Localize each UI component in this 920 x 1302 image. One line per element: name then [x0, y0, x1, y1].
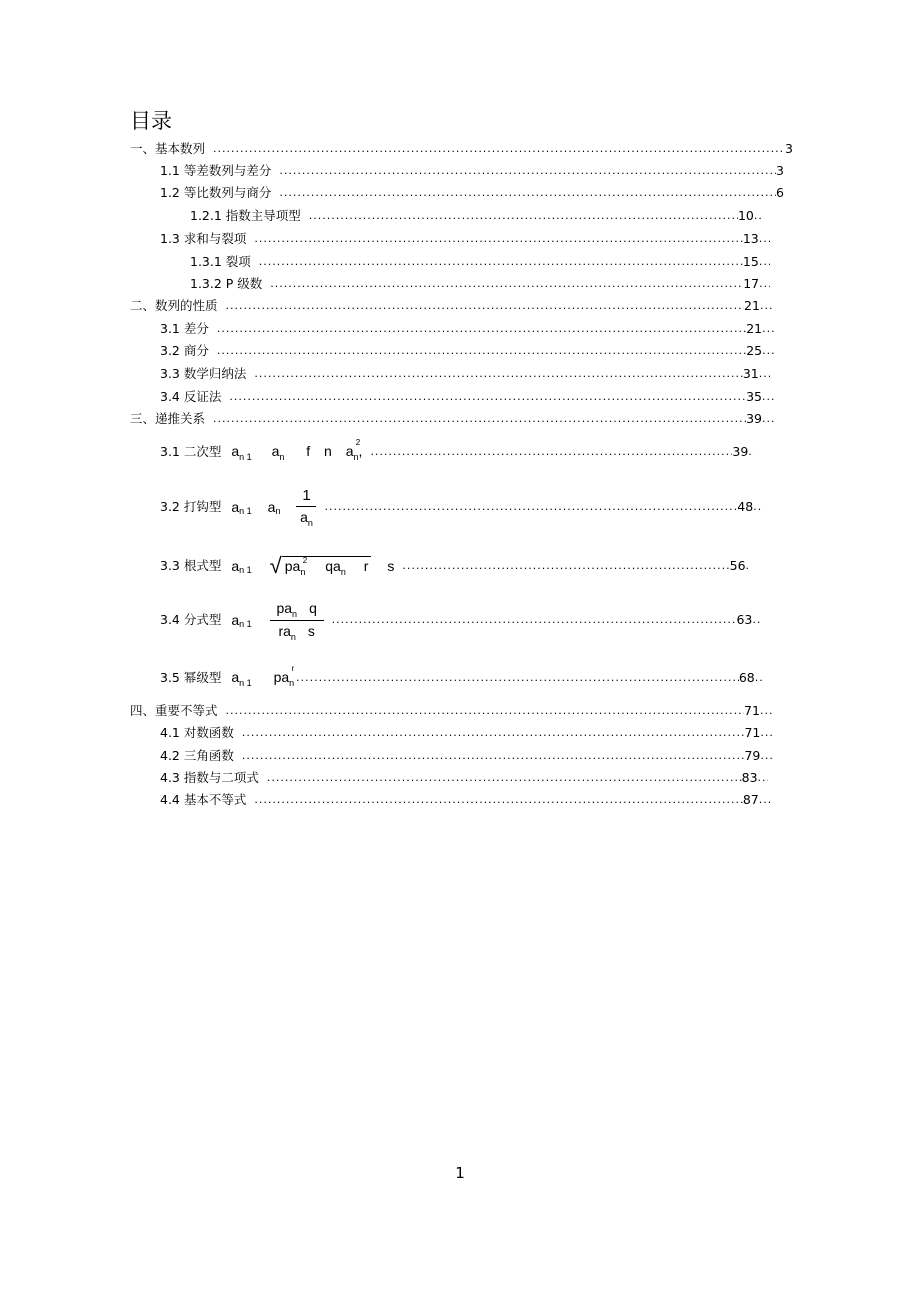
toc-entry-page: 56: [729, 558, 746, 573]
toc-entry-page: 68: [738, 670, 755, 685]
formula-symbol: qa: [325, 558, 341, 574]
toc-entry-label: 1.2.1 指数主导项型: [190, 208, 301, 223]
toc-entry-page: 39: [732, 444, 749, 459]
dot-leader: [309, 208, 738, 224]
toc-entry-label: 1.3.2 P 级数: [190, 276, 263, 291]
toc-entry[interactable]: [160, 163, 784, 179]
formula-symbol: a: [231, 443, 240, 459]
formula-power: [231, 664, 295, 688]
dot-leader-trail: [753, 499, 761, 515]
formula-symbol: a: [231, 612, 240, 628]
dot-leader: [279, 185, 776, 201]
toc-entry-label: 1.1 等差数列与差分: [160, 163, 272, 178]
formula-symbol: a: [300, 508, 308, 525]
dot-leader-trail: [760, 298, 773, 314]
toc-entry[interactable]: [160, 343, 776, 359]
dot-leader: [279, 163, 776, 179]
toc-entry-page: 6: [776, 185, 784, 200]
dot-leader: [324, 499, 737, 515]
toc-entry-page: 35: [746, 389, 762, 404]
formula-subscript: n: [353, 452, 359, 462]
formula-subscript: n 1: [239, 565, 252, 575]
formula-superscript: 2: [302, 556, 308, 565]
toc-entry-page: 21: [746, 321, 763, 336]
toc-entry-label: 3.1 二次型: [160, 444, 222, 459]
toc-entry-page: 17: [743, 276, 760, 291]
dot-leader-trail: [759, 276, 770, 292]
toc-entry-label: 3.3 数学归纳法: [160, 366, 247, 381]
formula-symbol: q: [309, 599, 317, 616]
fraction-numerator: 1: [296, 488, 316, 507]
dot-leader: [402, 558, 729, 574]
toc-entry-page: 39: [746, 411, 763, 426]
toc-entry-page: 15: [742, 254, 759, 269]
toc-entry[interactable]: [130, 703, 773, 719]
toc-entry[interactable]: [160, 231, 770, 247]
toc-entry[interactable]: [160, 748, 773, 764]
toc-entry-label: 4.3 指数与二项式: [160, 770, 259, 785]
formula-radical: [231, 555, 394, 577]
formula-subscript: n: [279, 452, 285, 462]
dot-leader-trail: [762, 321, 776, 337]
dot-leader-trail: [748, 444, 754, 460]
dot-leader: [242, 748, 745, 764]
toc-entry-label: 3.3 根式型: [160, 558, 222, 573]
toc-entry[interactable]: [190, 254, 770, 270]
toc-entry-label: 3.1 差分: [160, 321, 209, 336]
toc-entry-label: 四、重要不等式: [130, 703, 218, 718]
dot-leader-trail: [759, 231, 770, 247]
formula-subscript: n 1: [239, 678, 252, 688]
formula-symbol: f: [306, 443, 311, 459]
toc-entry-label: 4.2 三角函数: [160, 748, 234, 763]
formula-symbol: pa: [273, 669, 290, 685]
toc-entry[interactable]: [160, 321, 776, 337]
dot-leader: [213, 141, 785, 157]
dot-leader-trail: [759, 792, 770, 808]
toc-entry[interactable]: [160, 486, 761, 528]
formula-symbol: pa: [276, 599, 293, 616]
formula-superscript: 2: [355, 438, 361, 447]
dot-leader-trail: [762, 411, 776, 427]
toc-entry-label: 3.5 幂级型: [160, 670, 222, 685]
toc-entry[interactable]: [190, 208, 762, 224]
sqrt-icon: √: [269, 553, 282, 578]
dot-leader-trail: [755, 670, 764, 686]
toc-entry[interactable]: [160, 792, 770, 808]
toc-entry-label: 三、递推关系: [130, 411, 206, 426]
formula-subscript: n: [340, 567, 346, 577]
dot-leader-trail: [758, 770, 768, 786]
formula-quadratic: [231, 438, 363, 462]
toc-entry-label: 3.2 商分: [160, 343, 209, 358]
dot-leader-trail: [760, 703, 773, 719]
dot-leader: [229, 389, 746, 405]
formula-symbol: ra: [278, 622, 291, 639]
toc-entry-label: 3.2 打钩型: [160, 499, 222, 514]
toc-entry-page: 10: [737, 208, 754, 223]
dot-leader: [267, 770, 742, 786]
formula-fraction: [270, 600, 324, 641]
dot-leader: [259, 254, 743, 270]
toc-entry-label: 1.3.1 裂项: [190, 254, 251, 269]
toc-entry-label: 1.3 求和与裂项: [160, 231, 247, 246]
toc-entry-page: 3: [785, 141, 793, 156]
formula-superscript: r: [291, 664, 295, 673]
formula-fractional: [231, 600, 323, 641]
dot-leader: [332, 612, 737, 628]
formula-hook: [231, 488, 316, 527]
toc-entry-page: 31: [742, 366, 759, 381]
formula-subscript: n: [290, 631, 296, 642]
dot-leader-trail: [762, 389, 775, 405]
formula-comma: ,: [358, 443, 363, 459]
dot-leader: [370, 444, 732, 460]
toc-entry-page: 13: [742, 231, 759, 246]
dot-leader-trail: [746, 558, 750, 574]
formula-subscript: n: [289, 678, 295, 688]
dot-leader: [296, 670, 739, 686]
formula-symbol: a: [231, 558, 240, 574]
dot-leader-trail: [759, 366, 770, 382]
formula-symbol: a: [231, 499, 240, 515]
formula-subscript: n 1: [239, 506, 252, 516]
toc-entry-page: 63: [736, 612, 753, 627]
page-number: 1: [455, 1164, 465, 1182]
toc-entry-page: 71: [744, 703, 760, 718]
formula-symbol: a: [267, 499, 276, 515]
dot-leader: [226, 298, 745, 314]
toc-entry-page: 87: [742, 792, 759, 807]
formula-fraction: [296, 488, 316, 527]
toc-entry[interactable]: [130, 411, 776, 427]
dot-leader-trail: [762, 343, 776, 359]
dot-leader-trail: [752, 612, 760, 628]
toc-entry[interactable]: [160, 770, 768, 786]
toc-entry[interactable]: [190, 276, 770, 292]
toc-entry[interactable]: [160, 366, 770, 382]
toc-entry-page: 25: [746, 343, 763, 358]
toc-entry[interactable]: [130, 141, 793, 157]
toc-entry-page: 79: [744, 748, 761, 763]
toc-entry-page: 48: [737, 499, 754, 514]
toc-entry-label: 1.2 等比数列与商分: [160, 185, 272, 200]
toc-entry[interactable]: [130, 298, 773, 314]
dot-leader-trail: [759, 254, 770, 270]
toc-entry[interactable]: [160, 599, 760, 642]
dot-leader: [270, 276, 743, 292]
formula-subscript: n 1: [239, 619, 252, 629]
toc-entry[interactable]: [160, 725, 773, 741]
formula-symbol: r: [363, 558, 369, 574]
toc-entry-page: 71: [744, 725, 761, 740]
dot-leader: [242, 725, 745, 741]
toc-title: 目录: [130, 109, 172, 133]
formula-symbol: a: [271, 443, 280, 459]
formula-subscript: n: [275, 506, 281, 516]
toc-entry[interactable]: [160, 664, 764, 688]
formula-symbol: s: [307, 622, 315, 639]
toc-entry-label: 一、基本数列: [130, 141, 206, 156]
sqrt-expression: [270, 555, 372, 577]
toc-entry[interactable]: [160, 553, 750, 578]
toc-entry-page: 21: [744, 298, 760, 313]
dot-leader: [226, 703, 745, 719]
formula-symbol: pa: [284, 558, 301, 574]
formula-subscript: n: [300, 567, 306, 577]
dot-leader-trail: [754, 208, 762, 224]
toc-entry[interactable]: [160, 389, 775, 405]
formula-symbol: n: [324, 443, 332, 459]
formula-subscript: n 1: [239, 452, 252, 462]
formula-symbol: a: [345, 443, 354, 459]
dot-leader: [254, 231, 742, 247]
toc-entry-label: 3.4 反证法: [160, 389, 222, 404]
dot-leader: [254, 792, 742, 808]
toc-entry-page: 83: [741, 770, 758, 785]
toc-entry-page: 3: [776, 163, 784, 178]
toc-entry[interactable]: [160, 438, 754, 462]
dot-leader: [217, 321, 746, 337]
toc-entry[interactable]: [160, 185, 784, 201]
dot-leader: [254, 366, 742, 382]
formula-subscript: n: [307, 517, 313, 528]
dot-leader-trail: [760, 748, 773, 764]
formula-subscript: n: [292, 608, 298, 619]
toc-entry-label: 4.4 基本不等式: [160, 792, 247, 807]
dot-leader-trail: [760, 725, 773, 741]
dot-leader: [217, 343, 746, 359]
toc-entry-label: 二、数列的性质: [130, 298, 218, 313]
formula-symbol: a: [231, 669, 240, 685]
toc-entry-label: 3.4 分式型: [160, 612, 222, 627]
toc-entry-label: 4.1 对数函数: [160, 725, 234, 740]
formula-symbol: s: [387, 558, 395, 574]
dot-leader: [213, 411, 746, 427]
